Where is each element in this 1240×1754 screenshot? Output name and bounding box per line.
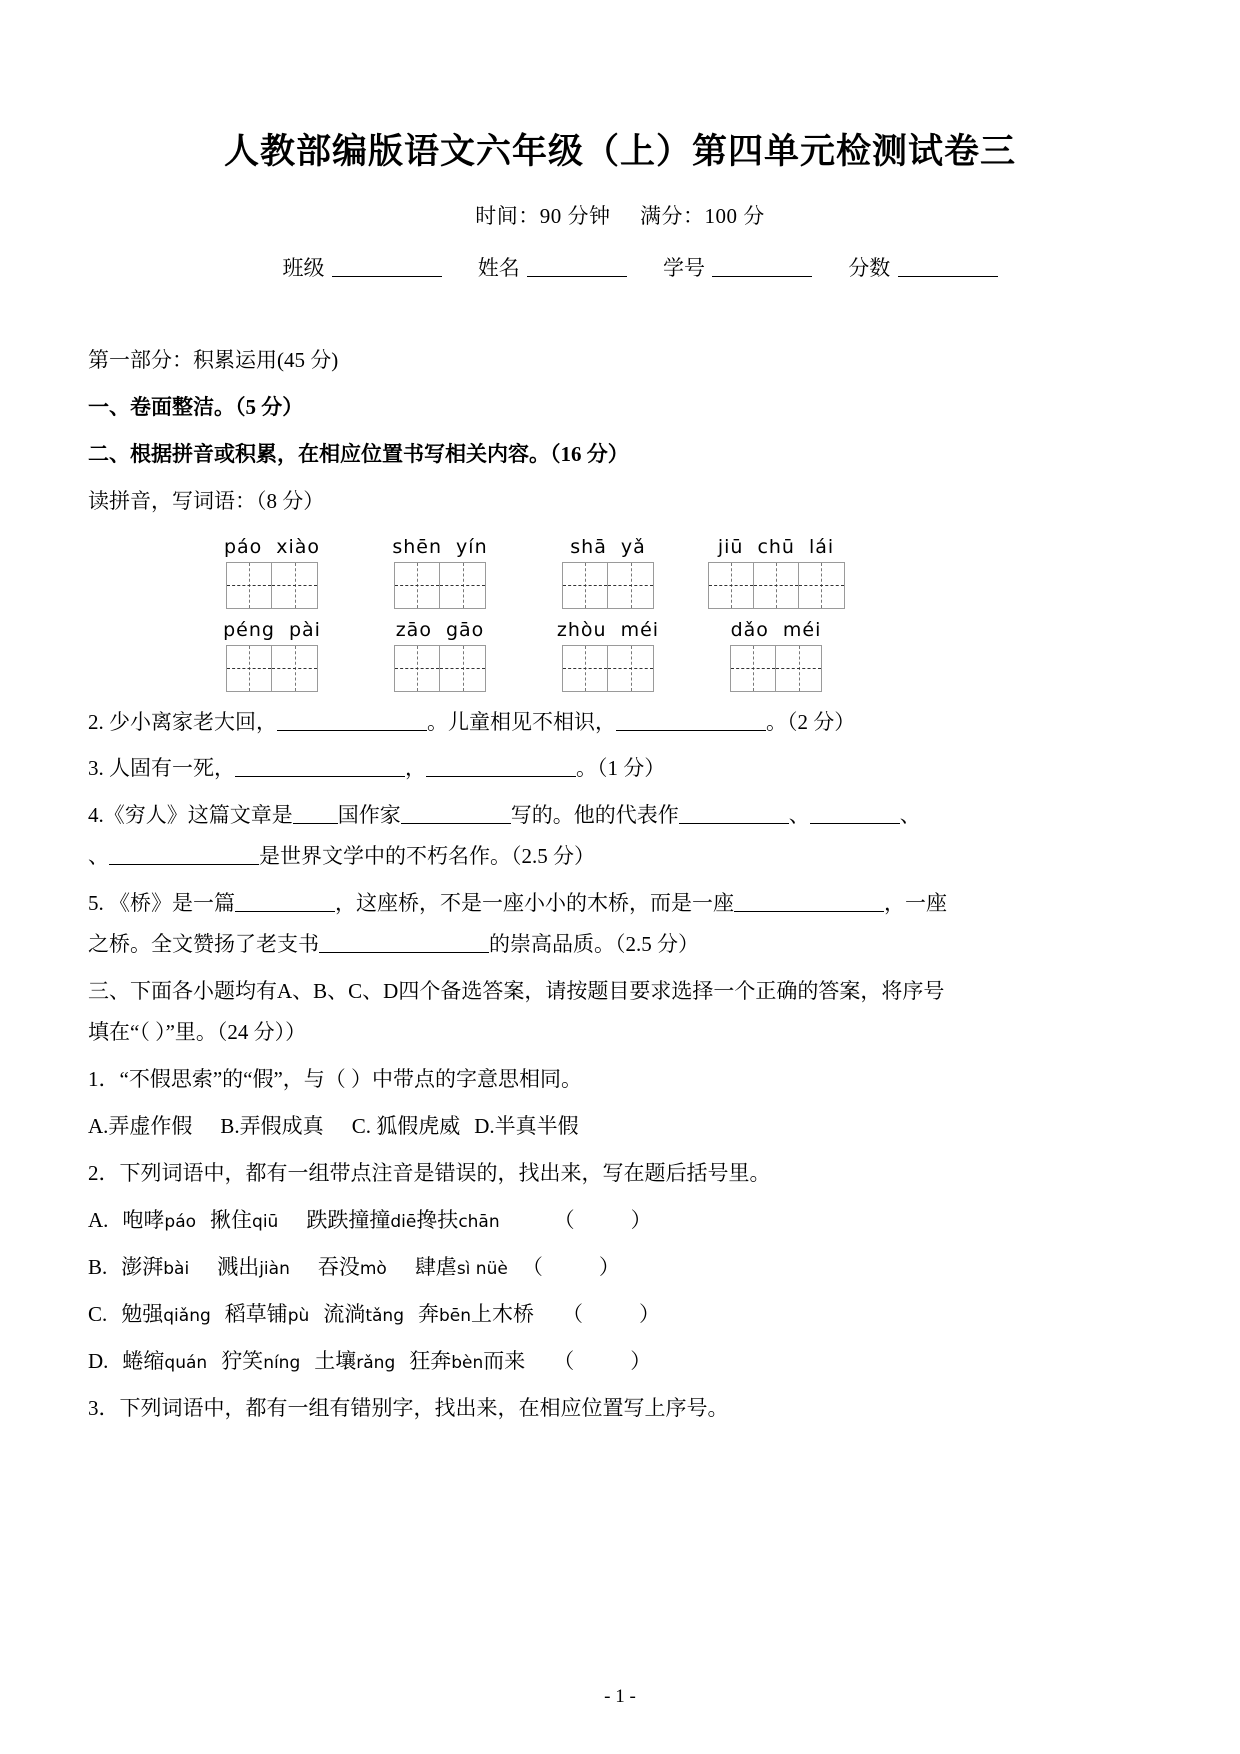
fill-blank-question-5: 5. 《桥》是一篇 ，这座桥，不是一座小小的木桥，而是一座 ，一座 之桥。全文赞扬了老支书 的崇高品质。（2.5 分） <box>88 891 947 957</box>
page-title: 人教部编版语文六年级（上）第四单元检测试卷三 <box>223 132 1016 171</box>
answer-parenthesis[interactable]: （ ） <box>553 1207 652 1232</box>
tianzige-row-1 <box>88 562 1152 609</box>
answer-blank[interactable] <box>810 802 900 824</box>
score-input-blank[interactable] <box>898 255 998 277</box>
info-field-student-id: 学号 <box>663 252 812 282</box>
answer-blank[interactable] <box>616 709 766 731</box>
option-a[interactable]: A.弄虚作假 <box>88 1113 193 1138</box>
option-c[interactable]: C. 狐假虎威 <box>351 1113 461 1138</box>
pinyin-label: shā yǎ <box>570 535 646 558</box>
answer-blank[interactable] <box>319 931 489 953</box>
student-info-row <box>88 252 1152 282</box>
answer-blank[interactable] <box>426 755 576 777</box>
tianzige-row-2 <box>88 645 1152 692</box>
answer-blank[interactable] <box>235 890 335 912</box>
tianzige-group[interactable] <box>188 562 356 609</box>
pinyin-label: dǎo méi <box>730 618 822 641</box>
pinyin-label-row-1 <box>88 536 1152 558</box>
choice-question-2-option-a[interactable]: A. 咆哮páo 揪住qiū 跌跌撞撞diē搀扶chān （ ） <box>88 1207 652 1232</box>
choice-question-2-option-b[interactable]: B. 澎湃bài 溅出jiàn 吞没mò 肆虐sì nüè （ ） <box>88 1254 620 1279</box>
answer-blank[interactable] <box>679 802 789 824</box>
fill-blank-question-2: 2. 少小离家老大回， 。儿童相见不相识， 。（2 分） <box>88 709 856 734</box>
fill-blank-question-3: 3. 人固有一死， ， 。（1 分） <box>88 756 666 781</box>
choice-question-1-options <box>88 1106 1152 1147</box>
pinyin-label: zhòu méi <box>556 618 660 641</box>
choice-question-2-option-c[interactable]: C. 勉强qiǎng 稻草铺pù 流淌tǎng 奔bēn上木桥 （ ） <box>88 1301 661 1326</box>
pinyin-label: shēn yín <box>392 535 488 558</box>
pinyin-label: péng pài <box>223 618 321 641</box>
exam-meta <box>88 200 1152 230</box>
tianzige-group[interactable] <box>356 562 524 609</box>
section-two-heading: 二、根据拼音或积累，在相应位置书写相关内容。（16 分） <box>88 441 629 466</box>
exam-total-label: 满分：100 分 <box>640 203 765 228</box>
section-two-subheading: 读拼音，写词语：（8 分） <box>88 488 325 513</box>
choice-question-3-stem: 3．下列词语中，都有一组有错别字，找出来，在相应位置写上序号。 <box>88 1395 729 1420</box>
pinyin-label: páo xiào <box>223 535 321 558</box>
part-one-heading: 第一部分：积累运用(45 分) <box>88 347 339 372</box>
answer-blank[interactable] <box>734 890 884 912</box>
pinyin-label: jiū chū lái <box>717 535 835 558</box>
student-id-input-blank[interactable] <box>712 255 812 277</box>
answer-blank[interactable] <box>293 802 338 824</box>
info-field-name: 姓名 <box>478 252 627 282</box>
section-three-heading: 三、下面各小题均有A、B、C、D四个备选答案，请按题目要求选择一个正确的答案，将序号 填在“（ ）”里。（24 分）） <box>88 979 945 1045</box>
class-input-blank[interactable] <box>332 255 442 277</box>
info-field-score: 分数 <box>848 252 997 282</box>
answer-parenthesis[interactable]: （ ） <box>553 1348 652 1373</box>
tianzige-group[interactable] <box>356 645 524 692</box>
answer-blank[interactable] <box>401 802 511 824</box>
section-one-item: 一、卷面整洁。（5 分） <box>88 394 304 419</box>
answer-parenthesis[interactable]: （ ） <box>562 1301 661 1326</box>
info-field-class: 班级 <box>283 252 442 282</box>
fill-blank-question-4: 4.《穷人》这篇文章是 国作家 写的。他的代表作 、 、 、 是世界文学中的不朽名作。（2.5 分） <box>88 803 921 869</box>
option-d[interactable]: D.半真半假 <box>474 1113 579 1138</box>
tianzige-group[interactable] <box>524 645 692 692</box>
choice-question-1-stem: 1．“不假思索”的“假”，与（ ）中带点的字意思相同。 <box>88 1067 583 1091</box>
option-b[interactable]: B.弄假成真 <box>220 1113 324 1138</box>
answer-blank[interactable] <box>109 843 259 865</box>
exam-time-label: 时间：90 分钟 <box>475 203 611 228</box>
pinyin-label-row-2 <box>88 619 1152 641</box>
tianzige-group[interactable] <box>524 562 692 609</box>
answer-parenthesis[interactable]: （ ） <box>521 1254 620 1279</box>
pinyin-label: zāo gāo <box>395 618 485 641</box>
tianzige-group[interactable] <box>692 562 860 609</box>
pinyin-writing-block <box>88 536 1152 692</box>
page-number: - 1 - <box>604 1686 636 1707</box>
name-input-blank[interactable] <box>527 255 627 277</box>
answer-blank[interactable] <box>277 709 427 731</box>
answer-blank[interactable] <box>235 755 405 777</box>
choice-question-2-stem: 2．下列词语中，都有一组带点注音是错误的，找出来，写在题后括号里。 <box>88 1160 771 1185</box>
choice-question-2-option-d[interactable]: D. 蜷缩quán 狞笑níng 土壤rǎng 狂奔bèn而来 （ ） <box>88 1348 652 1373</box>
tianzige-group[interactable] <box>188 645 356 692</box>
tianzige-group[interactable] <box>692 645 860 692</box>
